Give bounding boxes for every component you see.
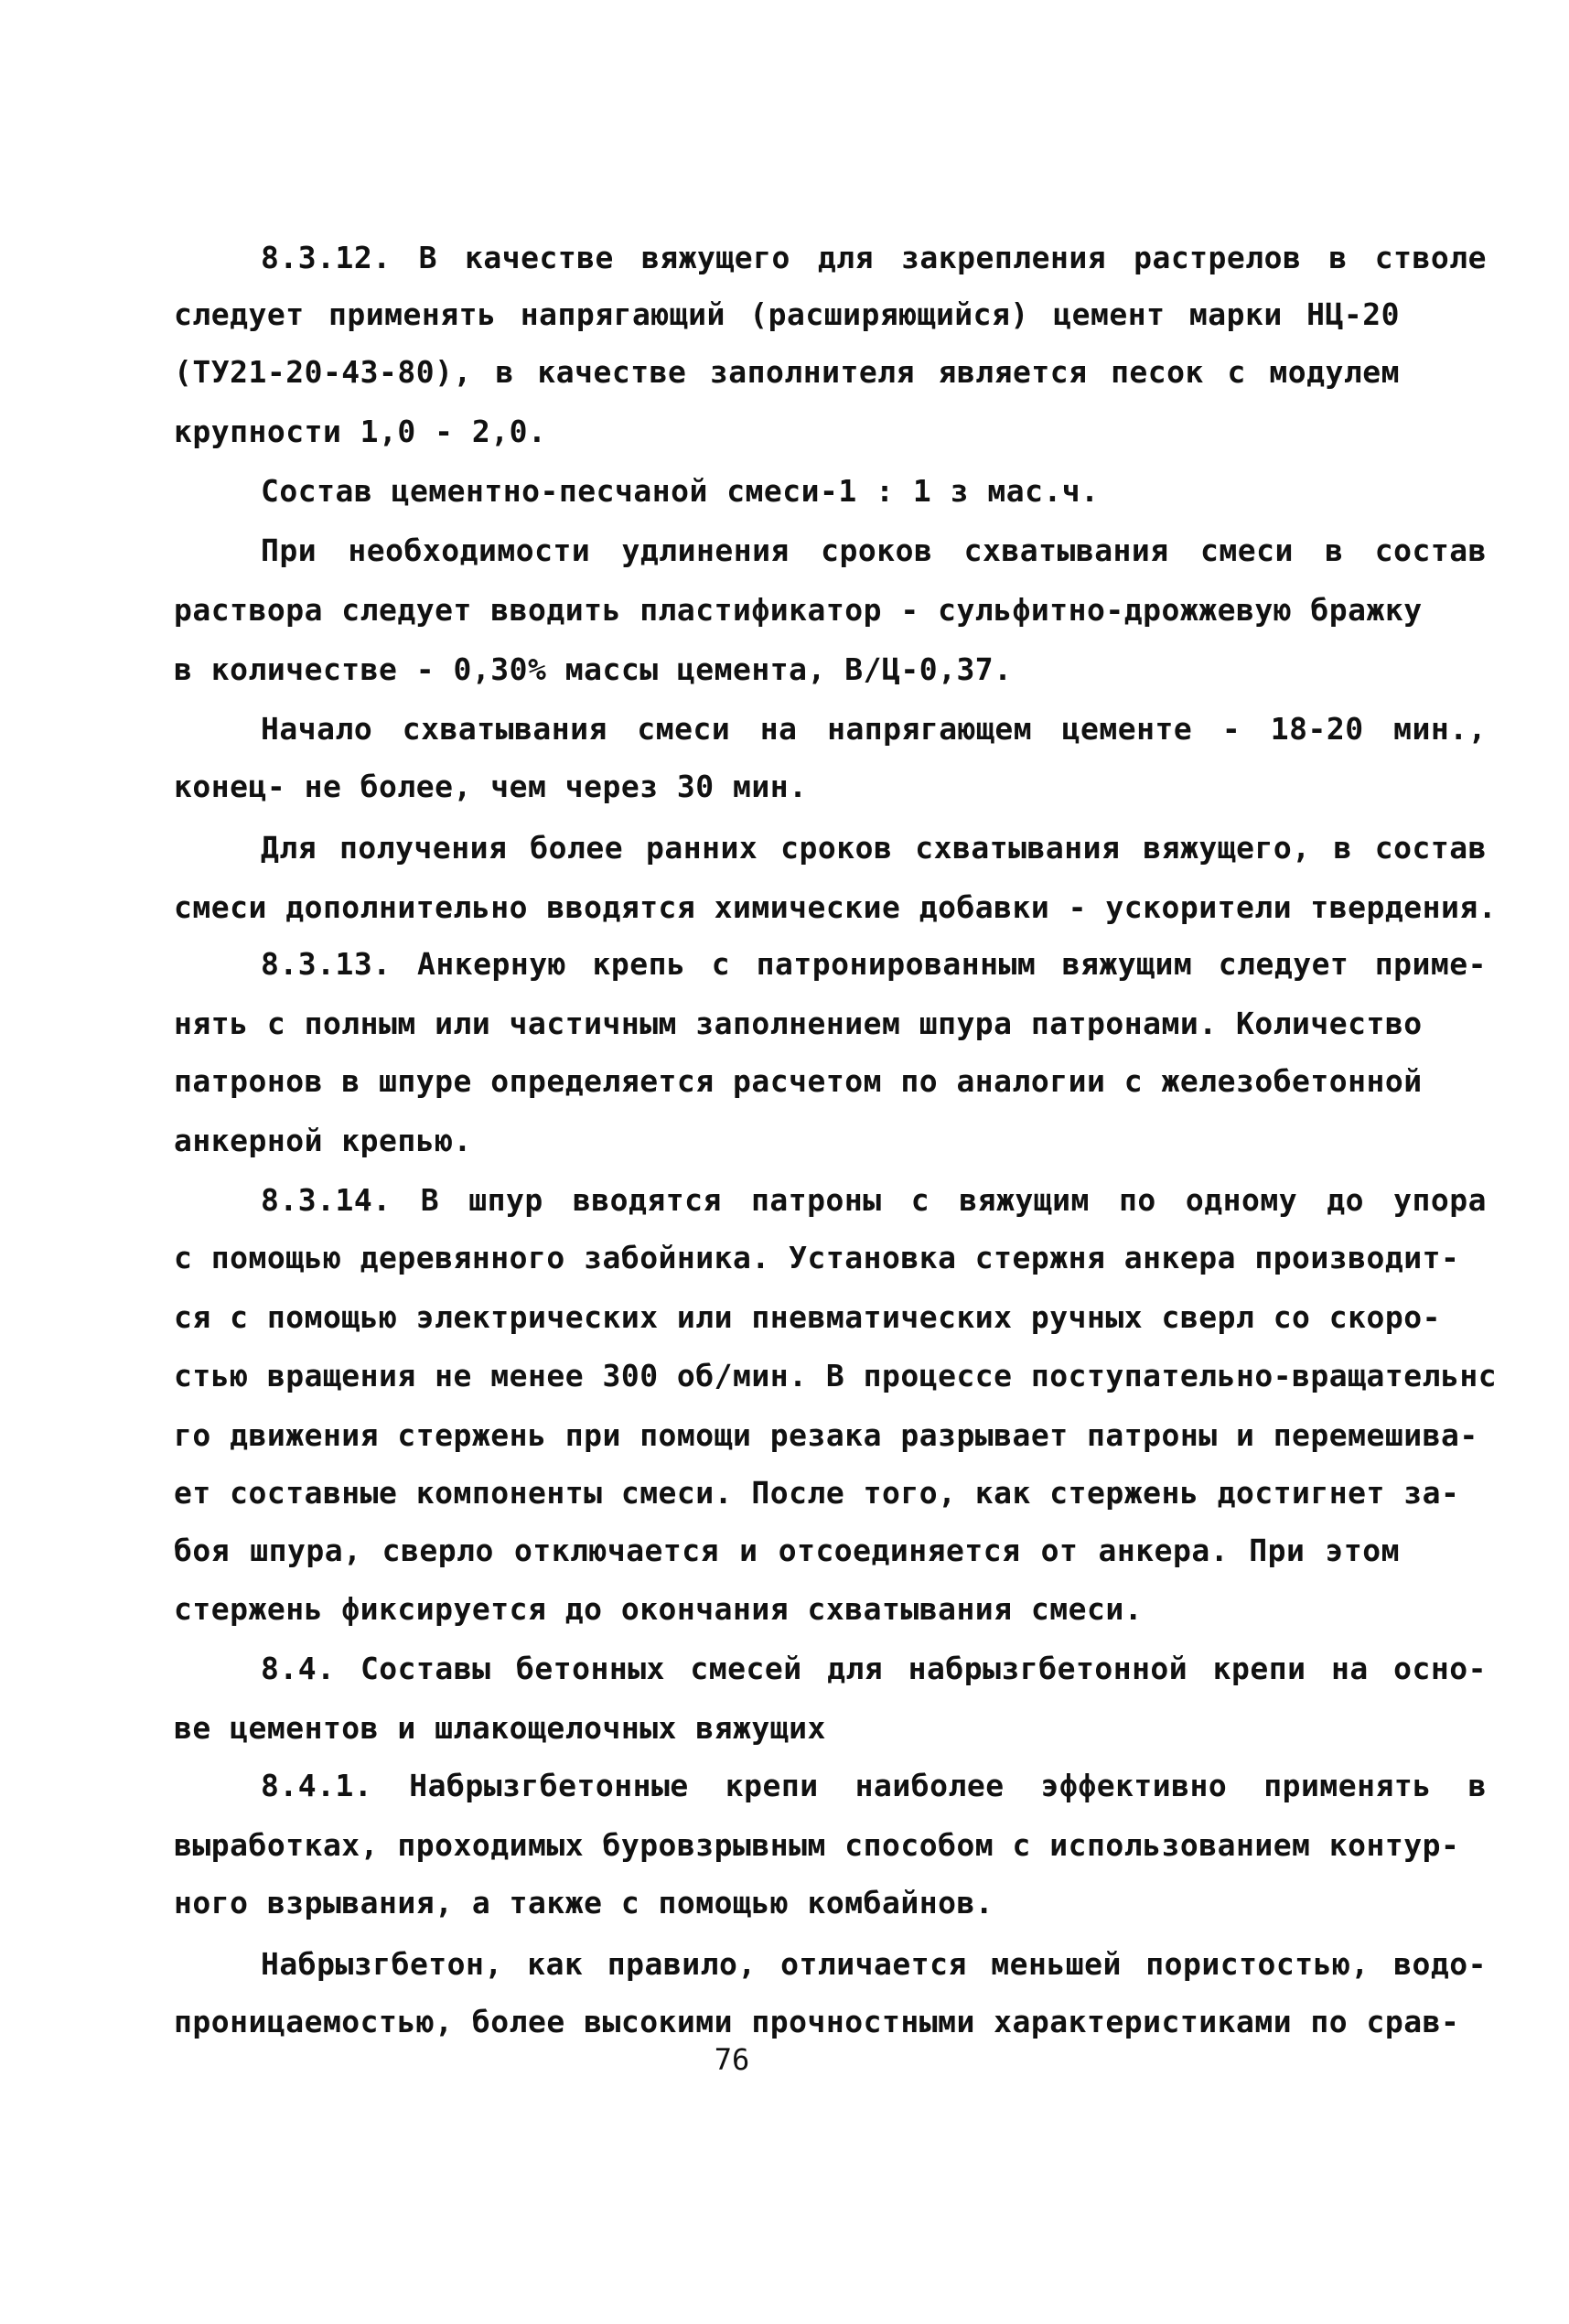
text-line: ет составные компоненты смеси. После того, как стержень достигнет за-: [174, 1475, 1460, 1511]
text-line: раствора следует вводить пластификатор - сульфитно-дрожжевую бражку: [174, 592, 1423, 628]
text-line: смеси дополнительно вводятся химические добавки - ускорители твердения.: [174, 889, 1498, 925]
text-line: с помощью деревянного забойника. Установка стержня анкера производит-: [174, 1240, 1460, 1275]
text-line: анкерной крепью.: [174, 1123, 472, 1158]
text-line: (ТУ21-20-43-80), в качестве заполнителя является песок с модулем: [174, 354, 1400, 390]
text-line: ся с помощью электрических или пневматических ручных сверл со скоро-: [174, 1299, 1442, 1335]
text-line: крупности 1,0 - 2,0.: [174, 414, 547, 449]
page-number: 76: [714, 2042, 750, 2077]
text-line: стержень фиксируется до окончания схватывания смеси.: [174, 1591, 1144, 1627]
text-line: ного взрывания, а также с помощью комбайнов.: [174, 1885, 994, 1921]
text-line: Состав цементно-песчаной смеси-1 : 1 з мас.ч.: [261, 473, 1100, 509]
text-line: 8.3.12. В качестве вяжущего для закрепления растрелов в стволе: [261, 240, 1487, 275]
text-line: нять с полным или частичным заполнением шпура патронами. Количество: [174, 1006, 1423, 1041]
text-line: в количестве - 0,30% массы цемента, В/Ц-0,37.: [174, 651, 1013, 687]
text-line: следует применять напрягающий (расширяющийся) цемент марки НЦ-20: [174, 296, 1400, 332]
text-line: стью вращения не менее 300 об/мин. В процессе поступательно-вращательнс: [174, 1358, 1498, 1393]
section-heading-line: 8.4. Составы бетонных смесей для набрызгбетонной крепи на осно-: [261, 1651, 1487, 1686]
text-line: Для получения более ранних сроков схватывания вяжущего, в состав: [261, 830, 1487, 866]
text-line: патронов в шпуре определяется расчетом по аналогии с железобетонной: [174, 1063, 1423, 1099]
text-line: проницаемостью, более высокими прочностными характеристиками по срав-: [174, 2004, 1460, 2039]
text-line: конец- не более, чем через 30 мин.: [174, 769, 808, 804]
text-line: Набрызгбетон, как правило, отличается меньшей пористостью, водо-: [261, 1946, 1487, 1982]
section-heading-line: ве цементов и шлакощелочных вяжущих: [174, 1710, 826, 1746]
text-line: Начало схватывания смеси на напрягающем цементе - 18-20 мин.,: [261, 711, 1487, 747]
text-line: 8.3.13. Анкерную крепь с патронированным вяжущим следует приме-: [261, 946, 1487, 982]
text-line: 8.4.1. Набрызгбетонные крепи наиболее эффективно применять в: [261, 1768, 1487, 1803]
text-line: При необходимости удлинения сроков схватывания смеси в состав: [261, 533, 1487, 568]
text-line: выработках, проходимых буровзрывным способом с использованием контур-: [174, 1827, 1460, 1863]
text-line: го движения стержень при помощи резака разрывает патроны и перемешива-: [174, 1417, 1478, 1453]
text-line: 8.3.14. В шпур вводятся патроны с вяжущим по одному до упора: [261, 1182, 1487, 1218]
text-line: боя шпура, сверло отключается и отсоединяется от анкера. При этом: [174, 1533, 1400, 1568]
